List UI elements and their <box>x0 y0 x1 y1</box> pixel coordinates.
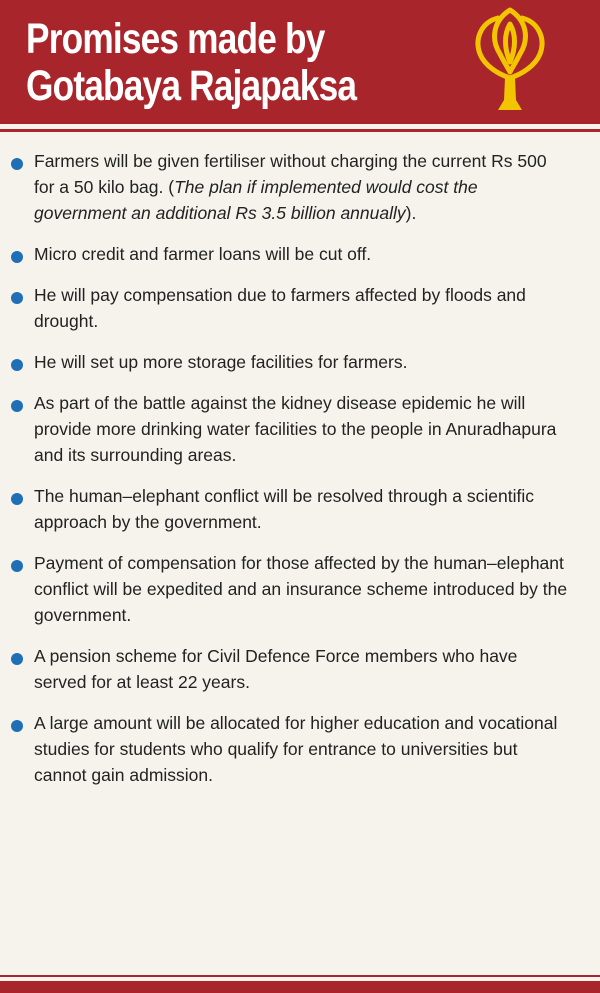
list-item <box>0 643 600 695</box>
footer-bar <box>0 981 600 993</box>
list-item <box>0 483 600 535</box>
bullet-icon <box>11 720 23 732</box>
promise-text: Farmers will be given fertiliser without charging the current Rs 500 for a 50 kilo bag. ( <box>34 151 547 197</box>
header-banner <box>0 0 600 124</box>
promise-cost-note: The plan if implemented would cost the government an additional Rs 3.5 billion annually <box>34 177 478 223</box>
lotus-bud-icon <box>472 6 548 116</box>
bullet-icon <box>11 359 23 371</box>
promise-text: Micro credit and farmer loans will be cut off. <box>34 244 372 264</box>
list-item <box>0 550 600 628</box>
footer-divider <box>0 975 600 977</box>
header-divider <box>0 129 600 132</box>
list-item <box>0 148 600 226</box>
bullet-icon <box>11 251 23 263</box>
list-item <box>0 390 600 468</box>
promise-text: Payment of compensation for those affected by the human–elephant conflict will be expedited and an insurance scheme introduced by the government. <box>34 553 568 625</box>
bullet-icon <box>11 653 23 665</box>
bullet-icon <box>11 400 23 412</box>
promise-list <box>0 148 600 803</box>
promise-text: A large amount will be allocated for higher education and vocational studies for students who qualify for entrance to universities but cannot gain admission. <box>34 713 558 785</box>
page-title <box>26 16 356 110</box>
promise-text: A pension scheme for Civil Defence Force members who have served for at least 22 years. <box>34 646 518 692</box>
bullet-icon <box>11 158 23 170</box>
list-item <box>0 349 600 375</box>
list-item <box>0 241 600 267</box>
promise-text: The human–elephant conflict will be resolved through a scientific approach by the government. <box>34 486 535 532</box>
list-item <box>0 710 600 788</box>
bullet-icon <box>11 493 23 505</box>
promise-text: As part of the battle against the kidney disease epidemic he will provide more drinking water facilities to the people in Anuradhapura and its surrounding areas. <box>34 393 557 465</box>
list-item <box>0 282 600 334</box>
promise-text-tail: ). <box>405 203 417 223</box>
title-line-1: Promises made by <box>26 15 325 63</box>
promise-text: He will pay compensation due to farmers affected by floods and drought. <box>34 285 526 331</box>
title-line-2: Gotabaya Rajapaksa <box>26 62 357 110</box>
bullet-icon <box>11 560 23 572</box>
bullet-icon <box>11 292 23 304</box>
promise-text: He will set up more storage facilities for farmers. <box>34 352 408 372</box>
